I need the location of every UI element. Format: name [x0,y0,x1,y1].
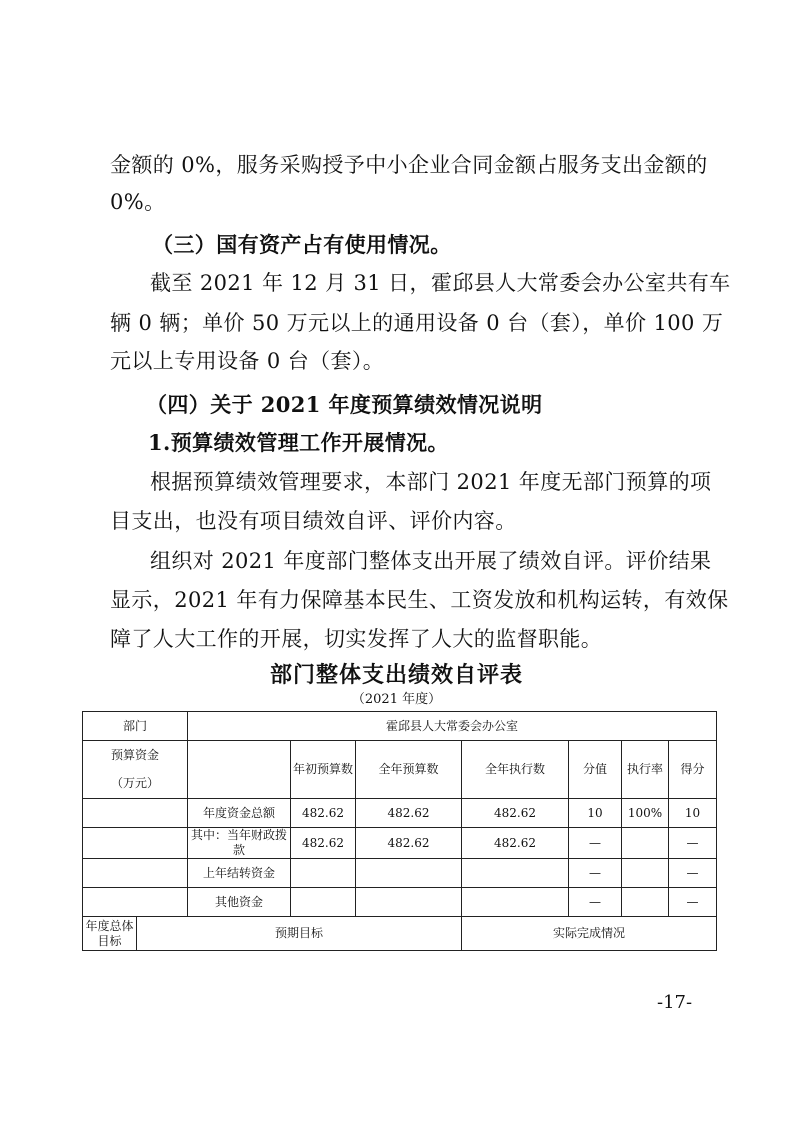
cell-initial: 482.62 [291,799,356,828]
cell-annual: 482.62 [356,799,462,828]
section-heading-performance: （四）关于 2021 年度预算绩效情况说明 [146,392,543,417]
cell-initial: 482.62 [291,828,356,859]
table-row [83,917,717,951]
row-label: 上年结转资金 [188,859,291,888]
header-initial: 年初预算数 [291,741,356,799]
header-rate: 执行率 [622,741,669,799]
cell-score-value: 10 [569,799,622,828]
table-row [83,741,717,770]
paragraph-continuation-line: 0%。 [110,190,166,214]
empty-cell [83,828,188,859]
page-number: -17- [657,992,693,1013]
cell-initial [291,859,356,888]
cell-annual [356,859,462,888]
table-row [83,799,717,828]
empty-cell [83,859,188,888]
cell-annual [356,888,462,917]
performance-table [82,711,717,951]
table-row [83,712,717,741]
table-row [83,828,717,859]
cell-executed: 482.62 [462,828,569,859]
paragraph-continuation-line: 金额的 0%，服务采购授予中小企业合同金额占服务支出金额的 [110,153,708,177]
cell-executed: 482.62 [462,799,569,828]
assets-paragraph-line: 截至 2021 年 12 月 31 日，霍邱县人大常委会办公室共有车 [150,271,731,295]
budget-paragraph-line: 根据预算绩效管理要求，本部门 2021 年度无部门预算的项 [150,470,712,494]
header-score: 得分 [669,741,717,799]
cell-executed [462,859,569,888]
table-subtitle: （2021 年度） [351,692,442,707]
actual-label: 实际完成情况 [462,917,717,951]
cell-initial [291,888,356,917]
cell-score: — [669,828,717,859]
goal-label: 年度总体目标 [83,917,137,951]
dept-label: 部门 [83,712,188,741]
assets-paragraph-line: 元以上专用设备 0 台（套）。 [110,349,385,373]
cell-score-value: — [569,888,622,917]
cell-rate [622,828,669,859]
evaluation-paragraph-line: 组织对 2021 年度部门整体支出开展了绩效自评。评价结果 [150,549,712,573]
row-label: 其他资金 [188,888,291,917]
header-score-value: 分值 [569,741,622,799]
section-heading-assets: （三）国有资产占有使用情况。 [152,232,452,257]
evaluation-paragraph-line: 障了人大工作的开展，切实发挥了人大的监督职能。 [110,627,603,651]
cell-score-value: — [569,859,622,888]
budget-unit: （万元） [83,770,188,799]
cell-executed [462,888,569,917]
budget-paragraph-line: 目支出，也没有项目绩效自评、评价内容。 [110,509,517,533]
cell-rate: 100% [622,799,669,828]
header-annual: 全年预算数 [356,741,462,799]
cell-rate [622,859,669,888]
empty-cell [83,799,188,828]
table-row [83,859,717,888]
assets-paragraph-line: 辆 0 辆；单价 50 万元以上的通用设备 0 台（套），单价 100 万 [110,311,724,335]
cell-score: 10 [669,799,717,828]
subsection-heading: 1.预算绩效管理工作开展情况。 [148,430,449,455]
empty-cell [188,741,291,799]
row-label: 年度资金总额 [188,799,291,828]
budget-label: 预算资金 [83,741,188,770]
cell-score-value: — [569,828,622,859]
cell-rate [622,888,669,917]
table-title: 部门整体支出绩效自评表 [269,662,523,688]
cell-annual: 482.62 [356,828,462,859]
header-executed: 全年执行数 [462,741,569,799]
table-row [83,888,717,917]
evaluation-paragraph-line: 显示，2021 年有力保障基本民生、工资发放和机构运转，有效保 [110,588,729,612]
row-label: 其中：当年财政拨款 [188,828,291,859]
cell-score: — [669,888,717,917]
expected-label: 预期目标 [137,917,462,951]
cell-score: — [669,859,717,888]
empty-cell [83,888,188,917]
dept-value: 霍邱县人大常委会办公室 [188,712,717,741]
